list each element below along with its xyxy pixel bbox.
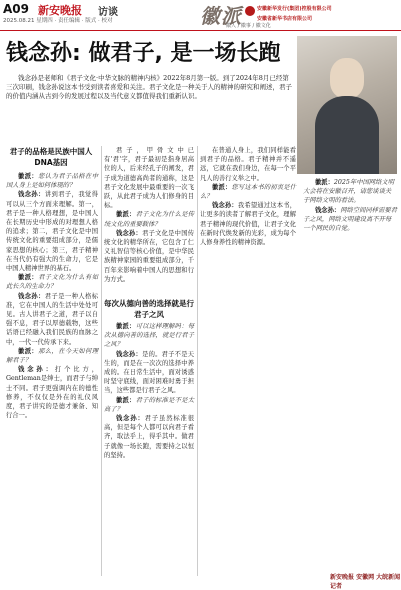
- portrait-photo: [297, 36, 397, 174]
- paragraph: [104, 210, 194, 228]
- header-rule: [0, 30, 401, 31]
- paragraph-text: 君子文化是中国传统文化的精华所在，它包含了仁义礼智信等核心价值，是中华民族精神家园的重要组成部分，千百年来影响着中国人的思想和行为方式。: [104, 229, 195, 283]
- paragraph: [200, 146, 296, 183]
- section-title: 访谈: [98, 7, 118, 18]
- paragraph: [303, 178, 397, 206]
- brand-slogan: 徽人 / 徽事 / 徽文化: [226, 23, 271, 29]
- paragraph: [6, 172, 98, 190]
- paragraph: [104, 322, 194, 350]
- sponsor-block: [257, 5, 397, 22]
- speaker-label: 钱念孙：: [18, 191, 45, 199]
- portrait-head: [330, 58, 364, 98]
- paragraph-text: 打个比方，Gentleman是绅士，而君子与绅士不同。君子更强调内在的德性修养，不仅仅是外在的礼仪风度，君子讲究的是德才兼备、知行合一。: [6, 366, 99, 420]
- column-divider: [197, 146, 198, 576]
- portrait-body: [315, 96, 379, 174]
- reporter-credit: 新安晚报 安徽网 大皖新闻记者: [330, 574, 401, 590]
- paragraph: [6, 365, 98, 420]
- paragraph-text: 在普通人身上，我们同样能看到君子的品格。君子精神并不遥远，它就在我们身边，在每一个平凡人的善行义举之中。: [200, 147, 296, 182]
- paragraph: [200, 183, 296, 201]
- paragraph-text: 我希望通过这本书，让更多的读者了解君子文化，理解君子精神的现代价值，让君子文化在新时代焕发新的光彩，成为每个人修身养性的精神资源。: [200, 202, 297, 247]
- column-2-upper: [104, 146, 194, 284]
- section-2-title: 每次从德向善的选择就是行君子之风: [104, 299, 194, 319]
- page-header: [0, 0, 401, 30]
- speaker-label: 徽派：: [315, 179, 334, 186]
- paragraph-text: 君子文化为什么有如此长久的生命力？: [6, 274, 99, 291]
- sponsor-line-2: 安徽省新华书店有限公司: [257, 16, 313, 22]
- paragraph-text: 可以这样理解吗：每次从德向善的选择，就是行君子之风？: [104, 323, 195, 349]
- speaker-label: 钱念孙：: [116, 229, 143, 237]
- speaker-label: 徽派：: [116, 211, 136, 219]
- paragraph-text: 是的。君子不是天生的，而是在一次次的选择中养成的。在日常生活中，面对诱惑时坚守底线，面对困难时勇于担当，这些都是行君子之风。: [104, 350, 195, 395]
- paragraph: [104, 414, 194, 460]
- speaker-label: 钱念孙：: [212, 202, 238, 210]
- sponsor-logo-icon: [245, 6, 255, 16]
- paragraph-text: 君子，甲骨文中已有'君'字，君子最初是指身居高位的人，后来经孔子的阐发，君子成为道德高尚者的通称，这是君子文化发展中最重要的一次飞跃，从此君子成为人们修身的目标。: [104, 147, 194, 210]
- paragraph: [6, 347, 98, 365]
- paragraph: [6, 292, 98, 347]
- paragraph: [104, 229, 194, 284]
- paragraph-text: 您认为君子品格在中国人身上是如何体现的？: [6, 173, 99, 190]
- paragraph-text: 君子文化为什么是传统文化的重要载体？: [104, 211, 195, 228]
- paragraph-text: 那么，在今天如何理解君子？: [6, 347, 99, 365]
- dateline: 2025.08.21 星期四 · 责任编辑 · 版式 · 校对: [3, 18, 113, 24]
- column-4: [303, 178, 397, 233]
- newspaper-name: 新安晚报: [38, 4, 82, 17]
- column-divider: [101, 146, 102, 576]
- speaker-label: 钱念孙：: [315, 206, 341, 214]
- paragraph-text: 讲到君子，我觉得可以从三个方面来理解。第一，君子是一种人格理想，是中国人在长期历史中形成的对理想人格的追求；第二，君子文化是中国传统文化的重要组成部分，是儒家思想的核心；第三，君子精神在当代仍有强大的生命力，它是中国人精神世界的基石。: [6, 191, 99, 273]
- headline: 钱念孙: 做君子, 是一场长跑: [6, 41, 281, 66]
- speaker-label: 徽派：: [116, 323, 136, 330]
- speaker-label: 钱念孙：: [116, 415, 145, 423]
- sponsor-line-1: 安徽新华发行(集团)控股有限公司: [257, 6, 332, 12]
- paragraph-text: 君子的标准是不是太高了？: [104, 396, 195, 413]
- paragraph: [104, 396, 194, 414]
- paragraph-text: 网络空间同样需要君子之风，网络文明建设离不开每一个网民的自觉。: [303, 206, 397, 233]
- paragraph: [6, 273, 98, 291]
- column-1: [6, 172, 98, 420]
- speaker-label: 钱念孙：: [18, 292, 45, 300]
- paragraph: [6, 190, 98, 273]
- paragraph-text: 2025年中国网络文明大会将在安徽召开，请您谈谈关于网络文明的看法。: [303, 179, 394, 205]
- paragraph: [303, 206, 397, 234]
- paragraph-text: 您写这本书的初衷是什么？: [200, 183, 297, 201]
- paragraph-text: 君子虽然标准很高，但是每个人都可以向君子看齐，取法乎上，得乎其中。做君子就像一场长跑，需要持之以恒的坚持。: [104, 415, 195, 459]
- speaker-label: 钱念孙：: [18, 366, 55, 374]
- paragraph-text: 君子是一种人格标准，它在中国人的生活中处处可见。古人讲君子之道，君子以自强不息，君子以厚德载物，这些话语已经融入我们民族的血脉之中，一代一代传承下来。: [6, 292, 99, 346]
- speaker-label: 徽派：: [212, 183, 232, 191]
- speaker-label: 徽派：: [18, 347, 39, 355]
- page-number: A09: [3, 2, 29, 16]
- intro-paragraph: 钱念孙是老师和《君子文化·中华文脉的精神内核》2022年8月第一版。到了2024年8月已经第三次印刷，钱念孙说这本书受到读者喜爱和关注。君子文化是一种关于人的精神的研究和阐述，君子的价值内涵从古到今的发展过程以及当代意义都值得我们重新认识。: [6, 74, 292, 100]
- section-1-title: 君子的品格是民族中国人DNA基因: [9, 147, 93, 167]
- speaker-label: 徽派：: [18, 274, 39, 282]
- paragraph: [104, 146, 194, 210]
- column-2-lower: [104, 322, 194, 460]
- paragraph: [200, 201, 296, 247]
- paragraph: [104, 350, 194, 396]
- speaker-label: 徽派：: [18, 173, 39, 180]
- speaker-label: 钱念孙：: [116, 350, 143, 358]
- speaker-label: 徽派：: [116, 396, 136, 404]
- brand-logo: 徽派: [200, 4, 242, 28]
- column-3: [200, 146, 296, 247]
